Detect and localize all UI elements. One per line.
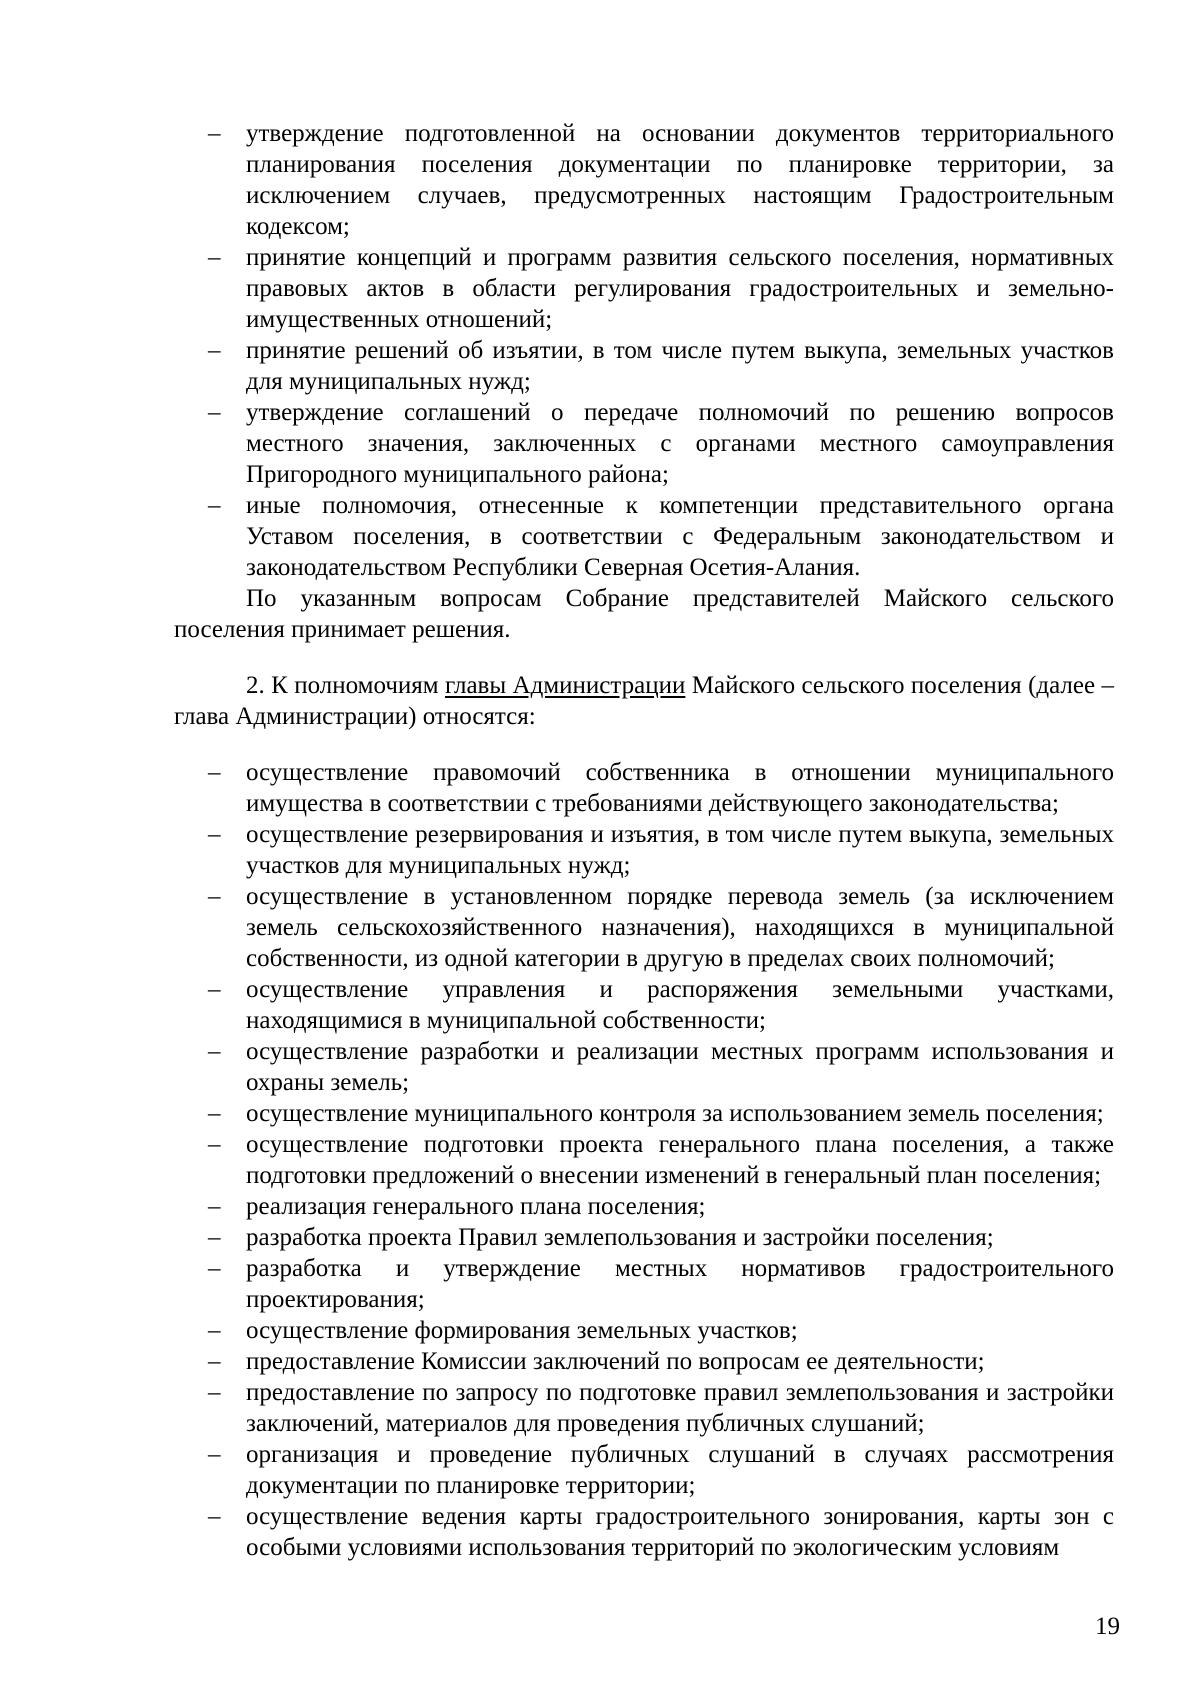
page-number: 19 xyxy=(1095,1613,1120,1640)
dash-bullet: – xyxy=(208,120,221,147)
list-item xyxy=(174,118,1114,242)
dash-bullet: – xyxy=(208,399,221,426)
list-item-text: осуществление формирования земельных участков; xyxy=(246,1317,798,1344)
list-item xyxy=(174,1129,1114,1191)
list-item-text: осуществление ведения карты градостроительного зонирования, карты зон с особыми условиями использования территорий по экологическим условиям xyxy=(246,1503,1114,1561)
head-powers-paragraph xyxy=(174,670,1114,732)
dash-bullet: – xyxy=(208,1038,221,1065)
list-item-text: предоставление по запросу по подготовке правил землепользования и застройки заключений, материалов для проведения публичных слушаний; xyxy=(246,1379,1114,1437)
list-item xyxy=(174,974,1114,1036)
list-item xyxy=(174,819,1114,881)
dash-bullet: – xyxy=(208,976,221,1003)
list-item xyxy=(174,1098,1114,1129)
list-item-text: осуществление подготовки проекта генерального плана поселения, а также подготовки предложений о внесении изменений в генеральный план поселения; xyxy=(246,1131,1114,1189)
list-item-text: разработка и утверждение местных нормативов градостроительного проектирования; xyxy=(246,1255,1114,1313)
list-item-text: утверждение подготовленной на основании документов территориального планирования поселения документации по планировке территории, за исключением случаев, предусмотренных настоящим Градостроительным кодексом; xyxy=(246,120,1114,240)
list-item-text: осуществление разработки и реализации местных программ использования и охраны земель; xyxy=(246,1038,1114,1096)
list-item-text: осуществление управления и распоряжения земельными участками, находящимися в муниципальной собственности; xyxy=(246,976,1114,1034)
assembly-decisions-paragraph: По указанным вопросам Собрание представителей Майского сельского поселения принимает решения. xyxy=(174,585,1114,643)
dash-bullet: – xyxy=(208,1348,221,1375)
list-item xyxy=(174,335,1114,397)
list-item-text: принятие решений об изъятии, в том числе путем выкупа, земельных участков для муниципальных нужд; xyxy=(246,337,1114,395)
page-content xyxy=(174,118,1114,1563)
list-item-text: осуществление в установленном порядке перевода земель (за исключением земель сельскохозяйственного назначения), находящихся в муниципальной собственности, из одной категории в другую в пределах своих полномочий; xyxy=(246,883,1114,972)
dash-bullet: – xyxy=(208,1255,221,1282)
list-item-text: утверждение соглашений о передаче полномочий по решению вопросов местного значения, заключенных с органами местного самоуправления Пригородного муниципального района; xyxy=(246,399,1114,488)
dash-bullet: – xyxy=(208,337,221,364)
list-item xyxy=(174,490,1114,583)
list-item-text: предоставление Комиссии заключений по вопросам ее деятельности; xyxy=(246,1348,985,1375)
list-item xyxy=(174,1222,1114,1253)
list-item xyxy=(174,1315,1114,1346)
dash-bullet: – xyxy=(208,1100,221,1127)
list-item-text: принятие концепций и программ развития сельского поселения, нормативных правовых актов в области регулирования градостроительных и земельно-имущественных отношений; xyxy=(246,244,1114,333)
list-item-text: реализация генерального плана поселения; xyxy=(246,1193,706,1220)
dash-bullet: – xyxy=(208,1224,221,1251)
list-item xyxy=(174,1439,1114,1501)
list-item xyxy=(174,881,1114,974)
dash-bullet: – xyxy=(208,821,221,848)
list-item xyxy=(174,1501,1114,1563)
head-powers-lead: 2. К полномочиям xyxy=(246,672,445,699)
list-item-text: осуществление муниципального контроля за использованием земель поселения; xyxy=(246,1100,1104,1127)
dash-bullet: – xyxy=(208,1379,221,1406)
underlined-term: главы Администрации xyxy=(445,672,686,699)
list-item-text: разработка проекта Правил землепользования и застройки поселения; xyxy=(246,1224,994,1251)
list-item xyxy=(174,242,1114,335)
dash-bullet: – xyxy=(208,1193,221,1220)
list-item xyxy=(174,397,1114,490)
head-powers-list xyxy=(174,757,1114,1563)
list-item xyxy=(174,1377,1114,1439)
dash-bullet: – xyxy=(208,883,221,910)
list-item xyxy=(174,1346,1114,1377)
list-item-text: организация и проведение публичных слушаний в случаях рассмотрения документации по планировке территории; xyxy=(246,1441,1114,1499)
dash-bullet: – xyxy=(208,492,221,519)
dash-bullet: – xyxy=(208,1317,221,1344)
dash-bullet: – xyxy=(208,759,221,786)
dash-bullet: – xyxy=(208,1131,221,1158)
dash-bullet: – xyxy=(208,244,221,271)
dash-bullet: – xyxy=(208,1503,221,1530)
head-powers-tail: Майского сельского поселения (далее – глава Администрации) относятся: xyxy=(174,672,1114,730)
list-item xyxy=(174,757,1114,819)
list-item xyxy=(174,1191,1114,1222)
list-item-text: осуществление правомочий собственника в отношении муниципального имущества в соответствии с требованиями действующего законодательства; xyxy=(246,759,1114,817)
list-item xyxy=(174,1253,1114,1315)
list-item xyxy=(174,1036,1114,1098)
list-item-text: иные полномочия, отнесенные к компетенции представительного органа Уставом поселения, в соответствии с Федеральным законодательством и законодательством Республики Северная Осетия-Алания. xyxy=(246,492,1114,581)
list-item-text: осуществление резервирования и изъятия, в том числе путем выкупа, земельных участков для муниципальных нужд; xyxy=(246,821,1114,879)
intro-list xyxy=(174,118,1114,583)
dash-bullet: – xyxy=(208,1441,221,1468)
